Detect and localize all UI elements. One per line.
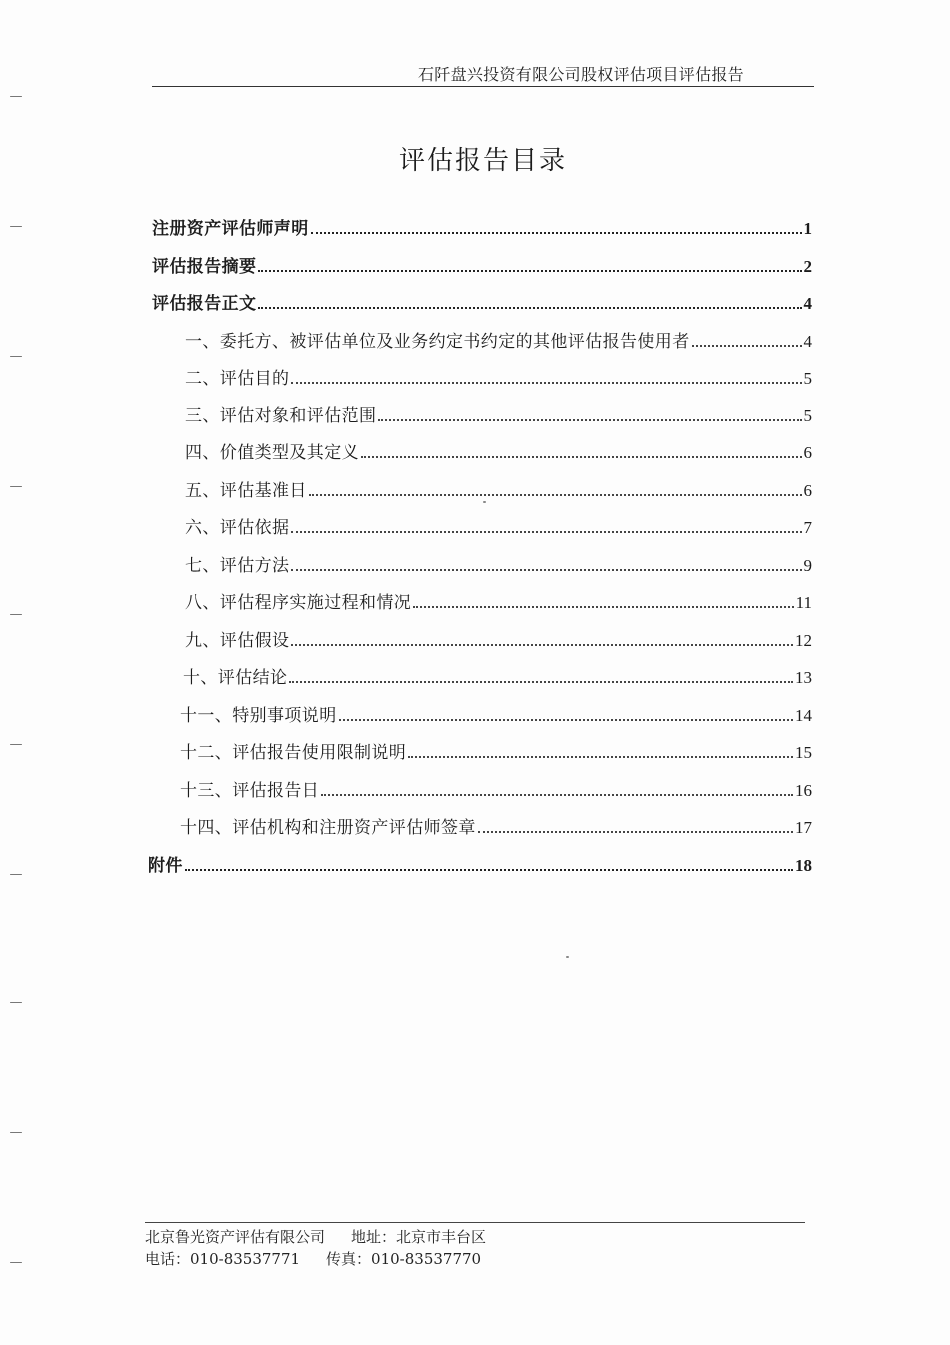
footer-company: 北京鲁光资产评估有限公司 — [145, 1228, 326, 1246]
toc-dot-leader — [321, 794, 793, 796]
toc-entry[interactable] — [185, 401, 812, 427]
toc-entry-label: 评估报告摘要 — [152, 257, 257, 277]
toc-dot-leader — [311, 232, 802, 234]
binding-mark — [10, 356, 22, 357]
toc-entry-page: 13 — [795, 668, 812, 687]
toc-dot-leader — [361, 456, 802, 458]
toc-entry-page: 2 — [803, 257, 812, 276]
binding-mark — [10, 614, 22, 615]
scan-speck — [566, 956, 569, 958]
toc-entry-page: 18 — [795, 856, 812, 875]
toc-entry[interactable] — [185, 327, 812, 353]
toc-dot-leader — [478, 831, 793, 833]
toc-entry-label: 十一、特别事项说明 — [180, 706, 337, 726]
toc-entry-label: 十二、评估报告使用限制说明 — [180, 743, 407, 763]
toc-entry-page: 4 — [803, 294, 812, 313]
toc-entry-label: 九、评估假设 — [185, 631, 290, 651]
toc-entry-page: 6 — [803, 481, 812, 500]
toc-entry[interactable] — [152, 252, 812, 278]
toc-entry[interactable] — [185, 551, 812, 577]
toc-entry[interactable] — [185, 626, 812, 652]
footer-rule — [145, 1222, 805, 1223]
running-header: 石阡盘兴投资有限公司股权评估项目评估报告 — [417, 65, 744, 84]
toc-entry[interactable] — [185, 476, 812, 502]
toc-entry[interactable] — [152, 289, 812, 315]
toc-dot-leader — [185, 869, 793, 871]
toc-entry[interactable] — [152, 214, 812, 240]
toc-entry-page: 16 — [795, 781, 812, 800]
toc-entry-label: 注册资产评估师声明 — [152, 219, 309, 239]
toc-dot-leader — [692, 345, 802, 347]
toc-entry-page: 7 — [803, 518, 812, 537]
footer-address: 地址：北京市丰台区 — [351, 1228, 487, 1246]
toc-entry[interactable] — [185, 513, 812, 539]
toc-entry-page: 4 — [803, 332, 812, 351]
toc-entry[interactable] — [185, 364, 812, 390]
toc-entry[interactable] — [148, 851, 812, 877]
binding-mark — [10, 1002, 22, 1003]
toc-entry[interactable] — [183, 663, 812, 689]
binding-mark — [10, 226, 22, 227]
toc-entry-label: 四、价值类型及其定义 — [185, 443, 359, 463]
toc-dot-leader — [258, 307, 801, 309]
toc-entry[interactable] — [180, 776, 812, 802]
toc-entry-page: 9 — [803, 556, 812, 575]
toc-dot-leader — [258, 270, 801, 272]
toc-entry-label: 三、评估对象和评估范围 — [185, 406, 377, 426]
toc-entry[interactable] — [180, 738, 812, 764]
toc-entry-page: 11 — [795, 593, 812, 612]
toc-entry[interactable] — [185, 438, 812, 464]
footer-fax: 传真：010-83537770 — [326, 1250, 482, 1268]
toc-dot-leader — [309, 494, 802, 496]
binding-mark — [10, 744, 22, 745]
toc-entry[interactable] — [185, 588, 812, 614]
toc-entry-label: 一、委托方、被评估单位及业务约定书约定的其他评估报告使用者 — [185, 332, 690, 352]
toc-entry[interactable] — [180, 701, 812, 727]
toc-entry-page: 12 — [795, 631, 812, 650]
toc-dot-leader — [413, 606, 793, 608]
toc-entry-label: 附件 — [148, 856, 183, 876]
page-title: 评估报告目录 — [398, 146, 567, 176]
toc-dot-leader — [291, 531, 801, 533]
footer-line-company — [145, 1226, 486, 1247]
toc-entry-label: 十、评估结论 — [183, 668, 288, 688]
toc-entry-label: 七、评估方法 — [185, 556, 290, 576]
toc-entry-label: 八、评估程序实施过程和情况 — [185, 593, 412, 613]
footer-phone: 电话：010-83537771 — [145, 1250, 301, 1268]
binding-mark — [10, 1132, 22, 1133]
toc-dot-leader — [291, 382, 801, 384]
toc-dot-leader — [408, 756, 793, 758]
binding-mark — [10, 96, 22, 97]
toc-entry-page: 17 — [795, 818, 812, 837]
toc-entry-page: 5 — [803, 406, 812, 425]
toc-entry-label: 二、评估目的 — [185, 369, 290, 389]
toc-dot-leader — [339, 719, 793, 721]
toc-dot-leader — [291, 644, 793, 646]
toc-entry-page: 15 — [795, 743, 812, 762]
header-rule — [152, 86, 814, 87]
toc-entry-page: 5 — [803, 369, 812, 388]
toc-entry-page: 1 — [803, 219, 812, 238]
toc-dot-leader — [378, 419, 801, 421]
binding-mark — [10, 486, 22, 487]
toc-entry-page: 14 — [795, 706, 812, 725]
binding-mark — [10, 874, 22, 875]
toc-dot-leader — [289, 681, 793, 683]
toc-entry-label: 六、评估依据 — [185, 518, 290, 538]
toc-entry-label: 评估报告正文 — [152, 294, 257, 314]
toc-dot-leader — [291, 569, 801, 571]
toc-entry-label: 十四、评估机构和注册资产评估师签章 — [180, 818, 476, 838]
footer-line-contact — [145, 1248, 481, 1269]
toc-entry-page: 6 — [803, 443, 812, 462]
toc-entry-label: 十三、评估报告日 — [180, 781, 320, 801]
binding-mark — [10, 1262, 22, 1263]
toc-entry-label: 五、评估基准日 — [185, 481, 307, 501]
toc-entry[interactable] — [180, 813, 812, 839]
